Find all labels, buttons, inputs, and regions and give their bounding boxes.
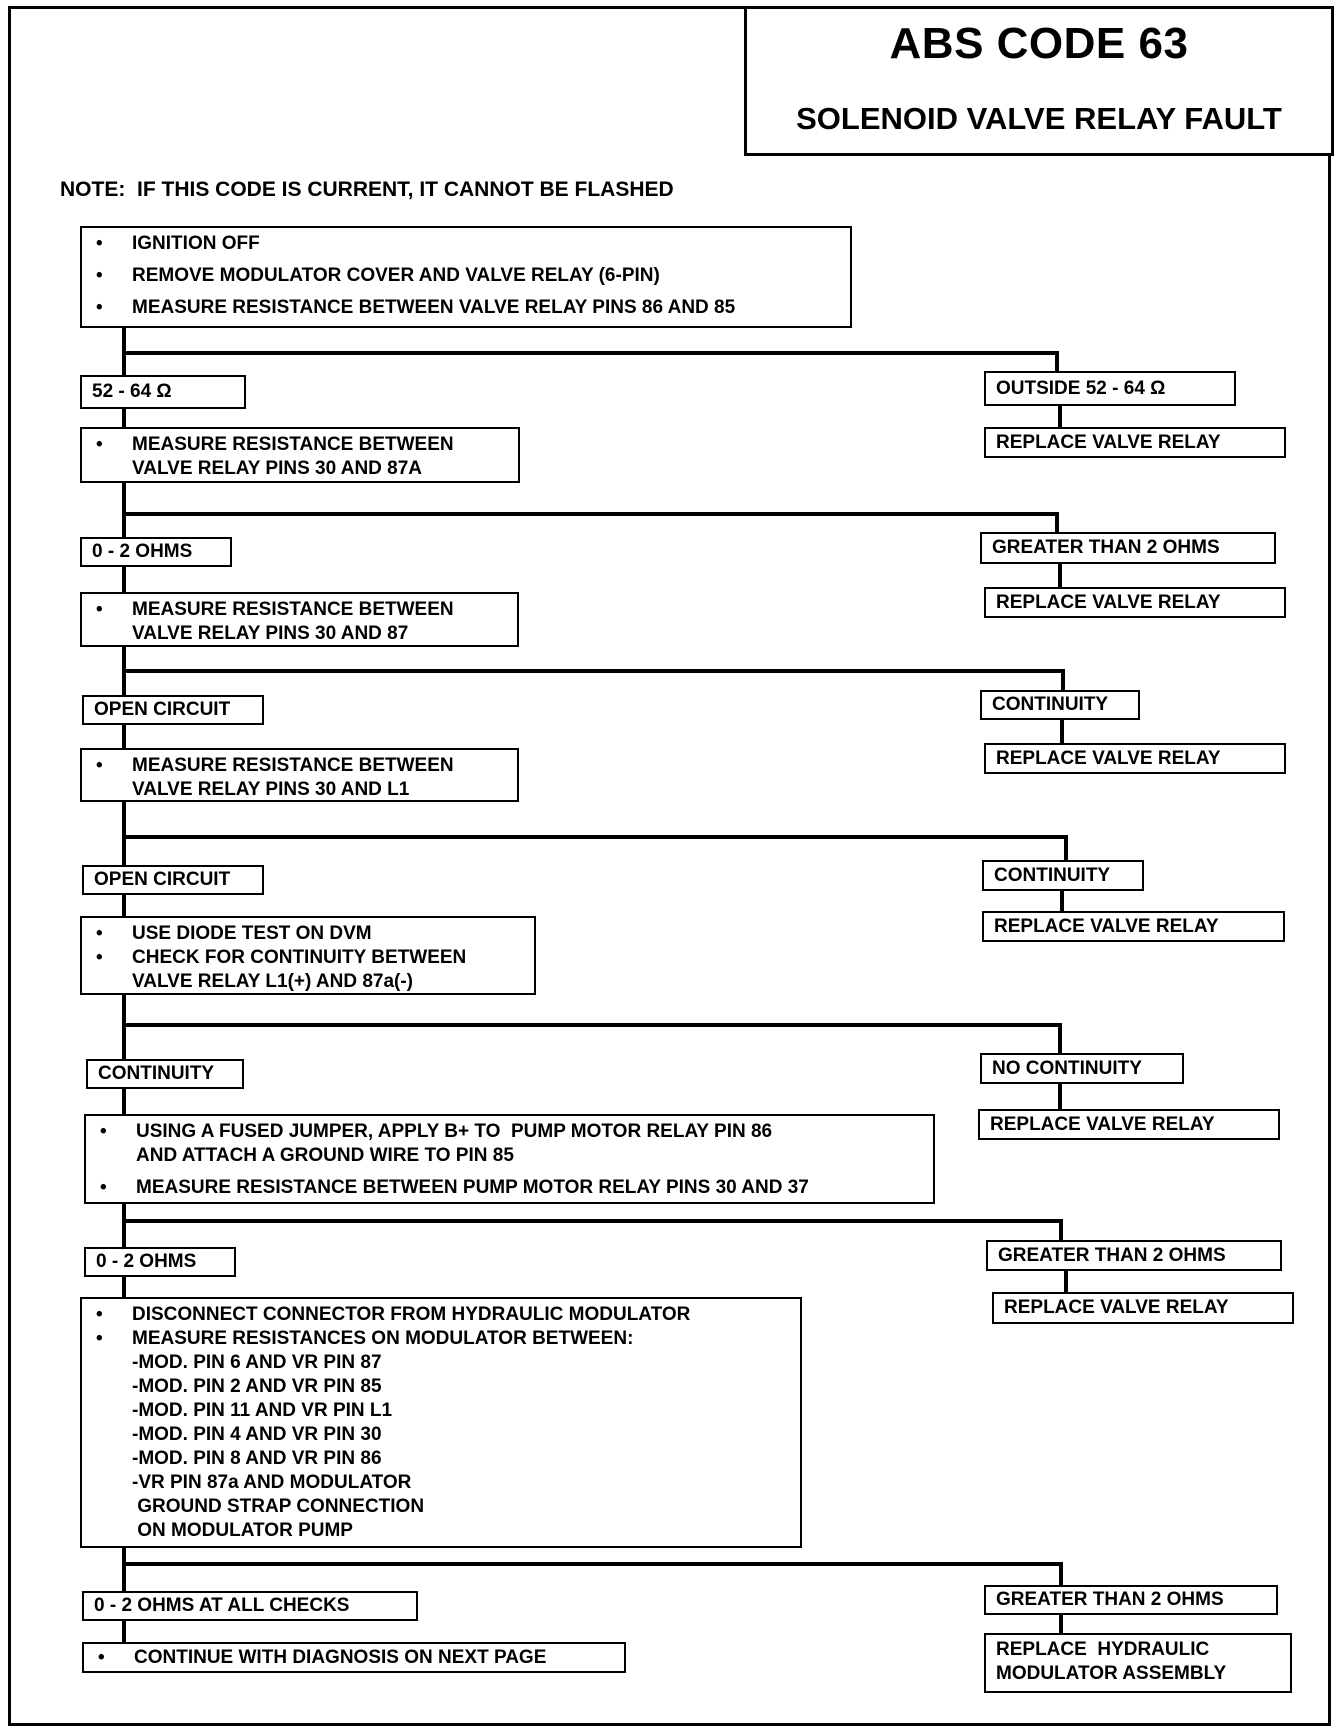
step-4-box <box>80 748 519 802</box>
bullet: • <box>96 265 103 286</box>
step-1-text: REMOVE MODULATOR COVER AND VALVE RELAY (6-PIN) <box>132 265 660 286</box>
bullet: • <box>96 947 103 968</box>
step-7-text: MEASURE RESISTANCES ON MODULATOR BETWEEN: <box>132 1328 634 1349</box>
step-1-item <box>92 264 840 288</box>
step-7-item <box>92 1327 790 1351</box>
step-5-item <box>92 946 524 970</box>
step-1-box <box>80 226 852 328</box>
step-5-item <box>92 970 524 994</box>
step-7-item <box>92 1519 790 1543</box>
step-2-text: VALVE RELAY PINS 30 AND 87A <box>132 458 423 479</box>
step-5-box <box>80 916 536 995</box>
step-7-item <box>92 1471 790 1495</box>
result-1-right-action: REPLACE VALVE RELAY <box>984 427 1286 458</box>
result-7-right: GREATER THAN 2 OHMS <box>984 1585 1278 1615</box>
step-5-item <box>92 922 524 946</box>
step-3-text: MEASURE RESISTANCE BETWEEN <box>132 599 454 620</box>
step-1-item <box>92 232 840 256</box>
step-7-text: -MOD. PIN 8 AND VR PIN 86 <box>132 1448 382 1469</box>
step-4-text: VALVE RELAY PINS 30 AND L1 <box>132 779 410 800</box>
final-step-text: CONTINUE WITH DIAGNOSIS ON NEXT PAGE <box>134 1646 547 1668</box>
result-6-left: 0 - 2 OHMS <box>84 1247 236 1277</box>
step-7-text: GROUND STRAP CONNECTION <box>132 1496 425 1517</box>
step-6-item <box>96 1120 923 1144</box>
step-7-item <box>92 1351 790 1375</box>
result-7-action-text: MODULATOR ASSEMBLY <box>996 1663 1227 1684</box>
title-subtitle: SOLENOID VALVE RELAY FAULT <box>796 101 1282 136</box>
bullet: • <box>96 1328 103 1349</box>
step-6-item <box>96 1176 923 1200</box>
step-4-text: MEASURE RESISTANCE BETWEEN <box>132 755 454 776</box>
result-5-right-action: REPLACE VALVE RELAY <box>978 1109 1280 1140</box>
step-7-text: DISCONNECT CONNECTOR FROM HYDRAULIC MODULATOR <box>132 1304 691 1325</box>
final-step-box <box>82 1642 626 1673</box>
step-2-box <box>80 427 520 483</box>
bullet: • <box>96 755 103 776</box>
note-text: NOTE: IF THIS CODE IS CURRENT, IT CANNOT BE FLASHED <box>60 178 674 201</box>
step-6-item <box>96 1144 923 1168</box>
result-6-right-action: REPLACE VALVE RELAY <box>992 1292 1294 1324</box>
bullet: • <box>100 1121 107 1142</box>
bullet: • <box>96 1304 103 1325</box>
result-2-left: 0 - 2 OHMS <box>80 537 232 567</box>
title-code: ABS CODE 63 <box>889 19 1189 68</box>
result-7-action-text: REPLACE HYDRAULIC <box>996 1639 1210 1660</box>
bullet: • <box>96 297 103 318</box>
bullet: • <box>98 1646 105 1668</box>
result-3-right: CONTINUITY <box>980 690 1140 720</box>
step-3-text: VALVE RELAY PINS 30 AND 87 <box>132 623 409 644</box>
step-7-item <box>92 1423 790 1447</box>
result-1-left: 52 - 64 Ω <box>80 375 246 409</box>
step-6-box <box>84 1114 935 1204</box>
bullet: • <box>100 1177 107 1198</box>
step-2-text: MEASURE RESISTANCE BETWEEN <box>132 434 454 455</box>
step-3-box <box>80 592 519 647</box>
result-1-right: OUTSIDE 52 - 64 Ω <box>984 371 1236 406</box>
step-1-text: IGNITION OFF <box>132 233 260 254</box>
step-7-item <box>92 1495 790 1519</box>
step-7-text: -MOD. PIN 4 AND VR PIN 30 <box>132 1424 382 1445</box>
result-4-right-action: REPLACE VALVE RELAY <box>982 911 1285 942</box>
step-7-item <box>92 1447 790 1471</box>
result-4-right: CONTINUITY <box>982 860 1144 891</box>
result-3-right-action: REPLACE VALVE RELAY <box>984 743 1286 774</box>
result-2-right-action: REPLACE VALVE RELAY <box>984 587 1286 618</box>
result-7-left: 0 - 2 OHMS AT ALL CHECKS <box>82 1591 418 1621</box>
step-7-item <box>92 1375 790 1399</box>
bullet: • <box>96 233 103 254</box>
result-3-left: OPEN CIRCUIT <box>82 695 264 725</box>
result-6-right: GREATER THAN 2 OHMS <box>986 1240 1282 1271</box>
step-7-text: -VR PIN 87a AND MODULATOR <box>132 1472 412 1493</box>
step-4-item <box>92 778 507 802</box>
step-2-item <box>92 457 508 481</box>
result-5-right: NO CONTINUITY <box>980 1053 1184 1084</box>
step-7-text: -MOD. PIN 11 AND VR PIN L1 <box>132 1400 393 1421</box>
step-7-text: -MOD. PIN 6 AND VR PIN 87 <box>132 1352 382 1373</box>
step-7-box <box>80 1297 802 1548</box>
step-3-item <box>92 598 507 622</box>
result-2-right: GREATER THAN 2 OHMS <box>980 532 1276 564</box>
step-1-item <box>92 296 840 320</box>
step-5-text: CHECK FOR CONTINUITY BETWEEN <box>132 947 467 968</box>
step-5-text: USE DIODE TEST ON DVM <box>132 923 372 944</box>
step-6-text: AND ATTACH A GROUND WIRE TO PIN 85 <box>136 1145 514 1166</box>
step-5-text: VALVE RELAY L1(+) AND 87a(-) <box>132 971 414 992</box>
result-4-left: OPEN CIRCUIT <box>82 865 264 895</box>
step-7-text: -MOD. PIN 2 AND VR PIN 85 <box>132 1376 382 1397</box>
step-3-item <box>92 622 507 646</box>
result-7-right-action <box>984 1633 1292 1693</box>
step-6-text: MEASURE RESISTANCE BETWEEN PUMP MOTOR RELAY PINS 30 AND 37 <box>136 1177 809 1198</box>
bullet: • <box>96 923 103 944</box>
step-7-item <box>92 1303 790 1327</box>
step-2-item <box>92 433 508 457</box>
bullet: • <box>96 434 103 455</box>
step-7-item <box>92 1399 790 1423</box>
step-6-text: USING A FUSED JUMPER, APPLY B+ TO PUMP MOTOR RELAY PIN 86 <box>136 1121 773 1142</box>
result-5-left: CONTINUITY <box>86 1059 244 1089</box>
step-4-item <box>92 754 507 778</box>
step-1-text: MEASURE RESISTANCE BETWEEN VALVE RELAY PINS 86 AND 85 <box>132 297 736 318</box>
bullet: • <box>96 599 103 620</box>
step-7-text: ON MODULATOR PUMP <box>132 1520 353 1541</box>
